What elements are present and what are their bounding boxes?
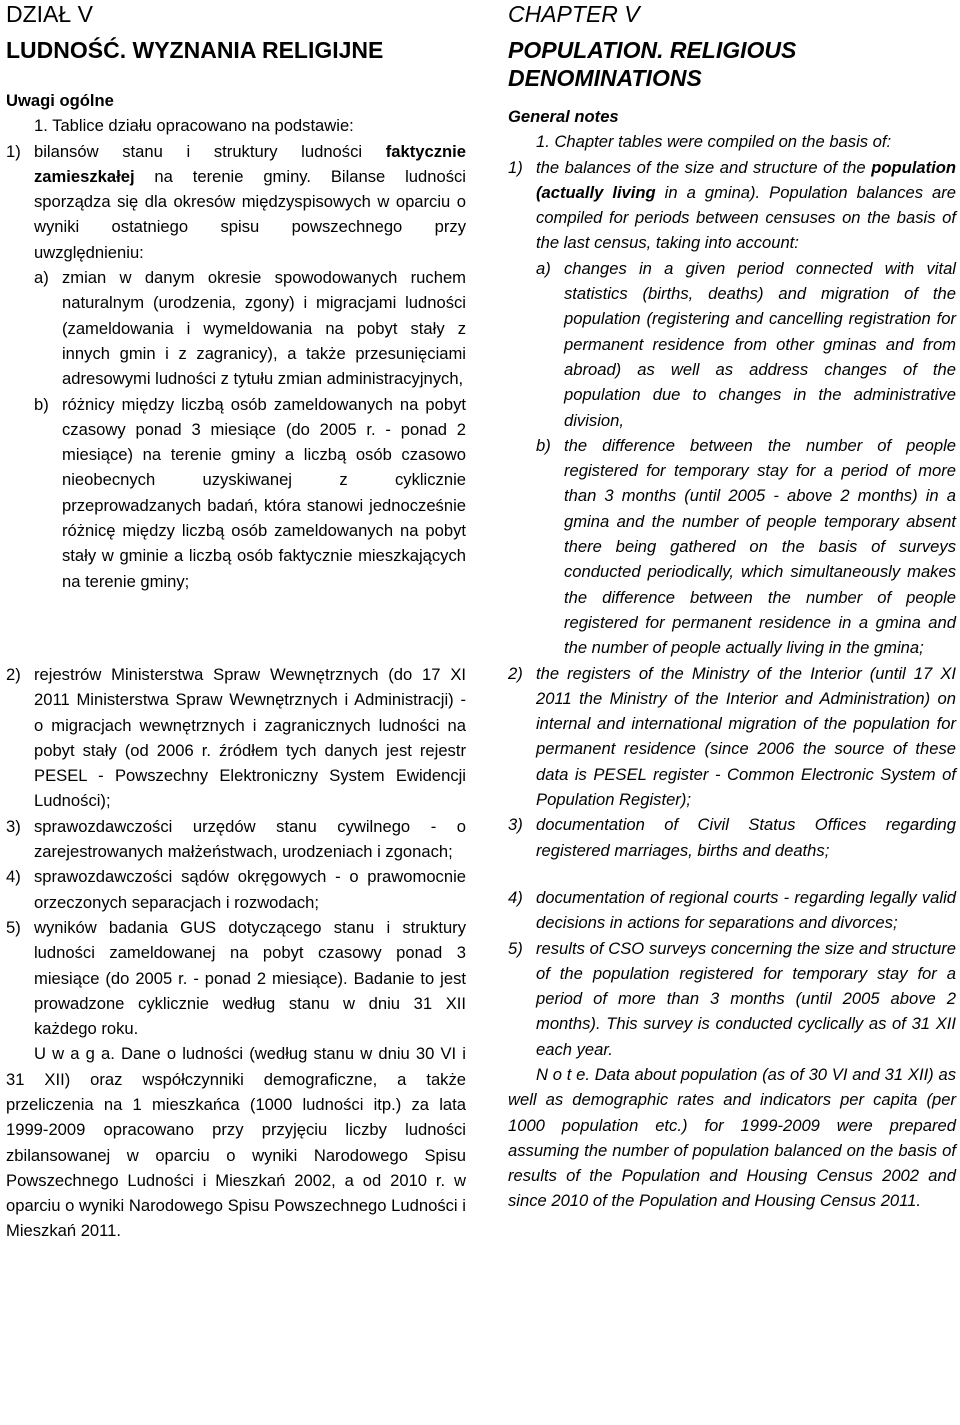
item-text: the registers of the Ministry of the Interior (until 17 XI 2011 the Ministry of the Interior and Administration) on internal and international migration of the population for permanent residence (since 2006 the source of these data is PESEL register - Common Electronic System of Population Register); [536, 663, 956, 810]
item-number: b) [536, 435, 551, 455]
polish-column [6, 0, 466, 1244]
item-text: różnicy między liczbą osób zameldowanych na pobyt czasowy ponad 3 miesiące (do 2005 r. - ponad 2 miesiące) na terenie gminy a liczbą osób czasowo nieobecnych uzyskiwanej z cyklicznie przeprowadzanych badań, która stanowi jednocześnie różnicę między liczbą osób zameldowanych na pobyt stały w gminie a liczbą osób faktycznie mieszkających na terenie gminy; [62, 394, 466, 591]
list-subitem-b [508, 433, 956, 661]
list-item-3 [6, 814, 466, 865]
note-paragraph [508, 1062, 956, 1214]
note-text: Data about population (as of 30 VI and 31 XII) as well as demographic rates and indicators per capita (per 1000 population etc.) for 1999-2009 were prepared assuming the number of population balanced on the basis of results of the Population and Housing Census 2002 and since 2010 of the Population and Housing Census 2011. [508, 1064, 956, 1211]
item-number: b) [34, 394, 49, 414]
item-number: a) [34, 268, 49, 288]
chapter-heading: CHAPTER V [508, 1, 640, 27]
list-subitem-b [6, 392, 466, 594]
list-item-1 [6, 139, 466, 265]
item-text: bilansów stanu i struktury ludności [34, 141, 386, 161]
list-item-4 [6, 864, 466, 915]
note-paragraph [6, 1041, 466, 1243]
item-number: 5) [6, 917, 21, 937]
item-text: na terenie gminy. Bilanse ludności sporządza się dla okresów międzyspisowych w oparciu o wyniki ostatniego spisu powszechnego przy uwzględnieniu: [34, 166, 466, 262]
item-text: documentation of regional courts - regarding legally valid decisions in actions for separations and divorces; [536, 887, 956, 933]
item-text: the difference between the number of people registered for temporary stay for a period of more than 3 months (until 2005 - above 2 months) in a gmina and the number of people temporary absent there being gathered on the basis of surveys conducted periodically, which simultaneously makes the difference between the number of people registered for permanent residence in a gmina and the number of people actually living in the gmina; [564, 435, 956, 658]
intro-paragraph: 1. Chapter tables were compiled on the basis of: [536, 132, 892, 152]
list-item-4 [508, 885, 956, 936]
item-number: 2) [6, 664, 21, 684]
item-text: changes in a given period connected with vital statistics (births, deaths) and migration of the population (registering and cancelling registration for permanent residence from other gminas and from abroad) as well as address changes of the population due to changes in the administrative division, [564, 258, 956, 430]
english-column [508, 0, 956, 1214]
item-text-bold: population (actually living [536, 157, 956, 202]
item-text-bold: faktycznie zamieszkałej [34, 141, 466, 186]
section-title: LUDNOŚĆ. WYZNANIA RELIGIJNE [6, 37, 384, 63]
list-item-3 [508, 812, 956, 863]
list-item-2 [6, 662, 466, 814]
note-label: U w a g a. [34, 1044, 115, 1064]
item-text: results of CSO surveys concerning the size and structure of the population registered for temporary stay for a period of more than 3 months (until 2005 above 2 months). This survey is conducted cyclically as of 31 XII each year. [536, 938, 956, 1059]
item-text: sprawozdawczości sądów okręgowych - o prawomocnie orzeczonych separacjach i rozwodach; [34, 867, 466, 912]
item-number: 1) [6, 141, 21, 161]
item-number: 3) [508, 815, 523, 835]
item-text: sprawozdawczości urzędów stanu cywilnego - o zarejestrowanych małżeństwach, urodzeniach i zgonach; [34, 816, 466, 862]
chapter-heading: DZIAŁ V [6, 1, 93, 27]
note-label: N o t e. [536, 1064, 590, 1084]
item-number: 1) [508, 157, 523, 177]
list-item-2 [508, 661, 956, 813]
item-text: zmian w danym okresie spowodowanych ruchem naturalnym (urodzenia, zgony) i migracjami ludności (zameldowania i wymeldowania na pobyt stały z innych gmin i z zagranicy), a także przesunięciami adresowymi ludności z tytułu zmian administracyjnych, [62, 268, 466, 389]
notes-heading: Uwagi ogólne [6, 91, 114, 110]
item-number: 2) [508, 663, 523, 683]
item-text: wyników badania GUS dotyczącego stanu i struktury ludności zameldowanej na pobyt czasowy ponad 3 miesiące (do 2005 r. - ponad 2 miesiące). Badanie to jest prowadzone cyklicznie według stanu w dniu 31 XII każdego roku. [34, 917, 466, 1039]
item-text: in a gmina). Population balances are compiled for periods between censuses on the basis of the last census, taking into account: [536, 182, 957, 253]
list-item-1 [508, 155, 956, 256]
item-number: 5) [508, 938, 523, 958]
item-text: documentation of Civil Status Offices regarding registered marriages, births and deaths; [536, 815, 956, 860]
item-number: 3) [6, 816, 21, 836]
note-text: Dane o ludności (według stanu w dniu 30 VI i 31 XII) oraz współczynniki demograficzne, a także przeliczenia na 1 mieszkańca (1000 ludności itp.) za lata 1999-2009 opracowano przy przyjęciu liczby ludności zbilansowanej w oparciu o wyniki Narodowego Spisu Powszechnego Ludności i Mieszkań 2002, a od 2010 r. w oparciu o wyniki Narodowego Spisu Powszechnego Ludności i Mieszkań 2011. [6, 1044, 466, 1241]
item-number: a) [536, 258, 551, 278]
item-number: 4) [508, 887, 523, 907]
list-subitem-a [508, 256, 956, 433]
item-text: rejestrów Ministerstwa Spraw Wewnętrznych (do 17 XI 2011 Ministerstwa Spraw Wewnętrznych i Administracji) - o migracjach wewnętrznych i zagranicznych ludności na pobyt stały (od 2006 r. źródłem tych danych jest rejestr PESEL - Powszechny Elektroniczny System Ewidencji Ludności); [34, 664, 466, 811]
list-item-5 [508, 936, 956, 1062]
section-title: POPULATION. RELIGIOUS DENOMINATIONS [508, 37, 797, 91]
list-item-5 [6, 915, 466, 1041]
notes-heading: General notes [508, 107, 619, 126]
intro-paragraph: 1. Tablice działu opracowano na podstawie: [34, 116, 354, 136]
item-number: 4) [6, 867, 21, 887]
item-text: the balances of the size and structure of the [536, 157, 872, 177]
list-subitem-a [6, 265, 466, 391]
